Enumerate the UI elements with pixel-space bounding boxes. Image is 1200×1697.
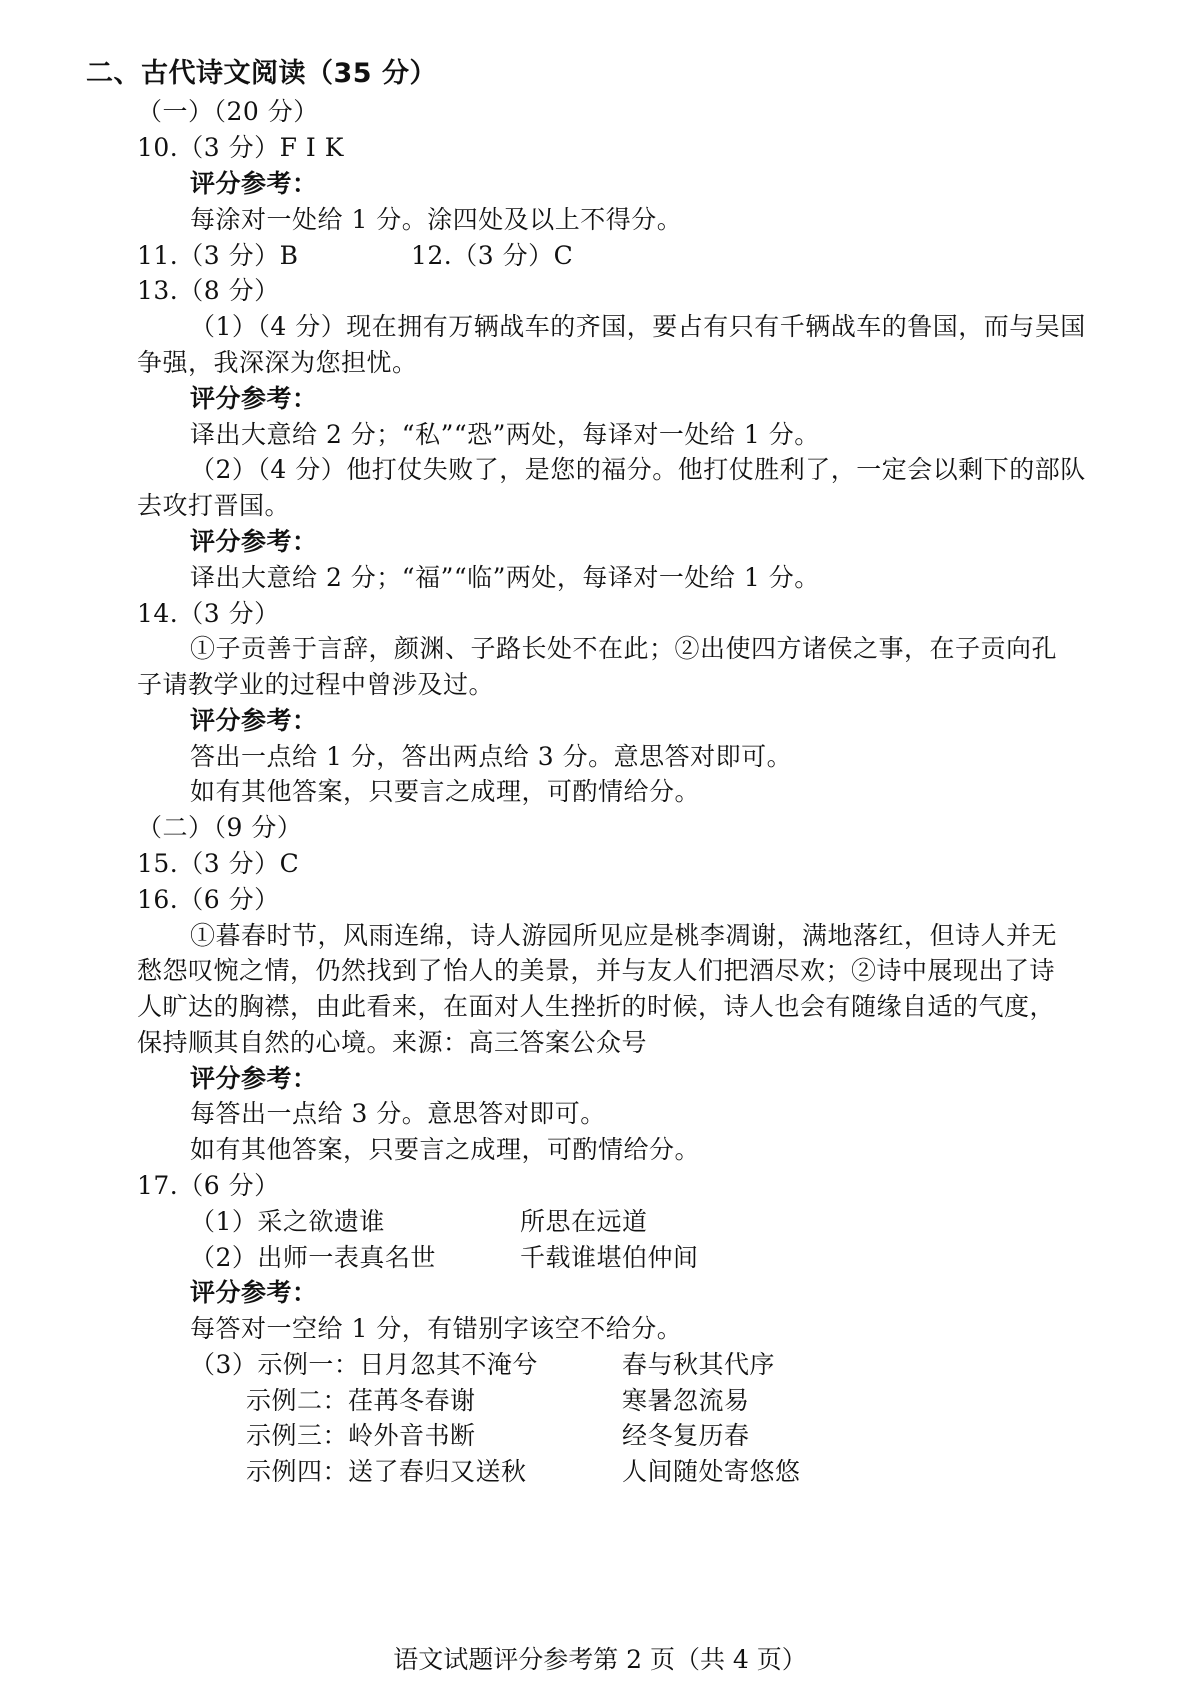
q16-line4: 保持顺其自然的心境。来源：高三答案公众号 <box>137 1028 648 1057</box>
q12-answer: 12.（3 分）C <box>411 241 574 270</box>
q17-3-example3-a: 示例三：岭外音书断 <box>246 1421 476 1450</box>
q14-header: 14.（3 分） <box>137 599 280 628</box>
q17-3-example3-b: 经冬复历春 <box>622 1421 750 1450</box>
q13-1-line1: （1）（4 分）现在拥有万辆战车的齐国，要占有只有千辆战车的鲁国，而与吴国 <box>190 312 1086 341</box>
q14-ref-label: 评分参考： <box>190 706 318 735</box>
q16-line3: 人旷达的胸襟，由此看来，在面对人生挫折的时候，诗人也会有随缘自适的气度， <box>137 992 1056 1021</box>
q17-2-line-a: （2）出师一表真名世 <box>190 1243 436 1272</box>
q16-line2: 愁怨叹惋之情，仍然找到了怡人的美景，并与友人们把酒尽欢；②诗中展现出了诗 <box>137 956 1056 985</box>
q17-1-line-b: 所思在远道 <box>520 1207 648 1236</box>
q16-line1: ①暮春时节，风雨连绵，诗人游园所见应是桃李凋谢，满地落红，但诗人并无 <box>190 921 1058 950</box>
q17-3-example1-a: （3）示例一：日月忽其不淹兮 <box>190 1350 538 1379</box>
q17-header: 17.（6 分） <box>137 1171 280 1200</box>
q10-ref-label: 评分参考： <box>190 169 318 198</box>
q17-3-example2-b: 寒暑忽流易 <box>622 1386 750 1415</box>
part2-title: （二）（9 分） <box>137 813 303 842</box>
q13-2-line2: 去攻打晋国。 <box>137 491 291 520</box>
q10-answer: 10.（3 分）F I K <box>137 133 344 162</box>
q16-ref-label: 评分参考： <box>190 1064 318 1093</box>
q10-ref-text: 每涂对一处给 1 分。涂四处及以上不得分。 <box>190 205 683 234</box>
q13-header: 13.（8 分） <box>137 276 280 305</box>
q13-1-line2: 争强，我深深为您担忧。 <box>137 348 418 377</box>
q13-2-ref-label: 评分参考： <box>190 527 318 556</box>
q14-line2: 子请教学业的过程中曾涉及过。 <box>137 670 495 699</box>
q16-header: 16.（6 分） <box>137 885 280 914</box>
q17-3-example2-a: 示例二：荏苒冬春谢 <box>246 1386 476 1415</box>
q16-ref-text1: 每答出一点给 3 分。意思答对即可。 <box>190 1099 606 1128</box>
q17-3-example4-a: 示例四：送了春归又送秋 <box>246 1457 527 1486</box>
q11-answer: 11.（3 分）B <box>137 241 299 270</box>
q14-ref-text1: 答出一点给 1 分，答出两点给 3 分。意思答对即可。 <box>190 742 793 771</box>
q13-1-ref-text: 译出大意给 2 分；“私”“恐”两处，每译对一处给 1 分。 <box>190 420 820 449</box>
section-title: 二、古代诗文阅读（35 分） <box>86 58 437 89</box>
q13-2-line1: （2）（4 分）他打仗失败了，是您的福分。他打仗胜利了，一定会以剩下的部队 <box>190 455 1086 484</box>
q14-ref-text2: 如有其他答案，只要言之成理，可酌情给分。 <box>190 777 701 806</box>
q17-ref-label: 评分参考： <box>190 1278 318 1307</box>
q13-2-ref-text: 译出大意给 2 分；“福”“临”两处，每译对一处给 1 分。 <box>190 563 820 592</box>
part1-title: （一）（20 分） <box>137 97 319 126</box>
q14-line1: ①子贡善于言辞，颜渊、子路长处不在此；②出使四方诸侯之事，在子贡向孔 <box>190 634 1058 663</box>
q17-ref-text: 每答对一空给 1 分，有错别字该空不给分。 <box>190 1314 683 1343</box>
q17-3-example4-b: 人间随处寄悠悠 <box>622 1457 801 1486</box>
q13-1-ref-label: 评分参考： <box>190 384 318 413</box>
q17-2-line-b: 千载谁堪伯仲间 <box>520 1243 699 1272</box>
q15-answer: 15.（3 分）C <box>137 849 300 878</box>
q16-ref-text2: 如有其他答案，只要言之成理，可酌情给分。 <box>190 1135 701 1164</box>
q17-3-example1-b: 春与秋其代序 <box>622 1350 776 1379</box>
q17-1-line-a: （1）采之欲遗谁 <box>190 1207 385 1236</box>
page-footer: 语文试题评分参考第 2 页（共 4 页） <box>393 1645 807 1674</box>
